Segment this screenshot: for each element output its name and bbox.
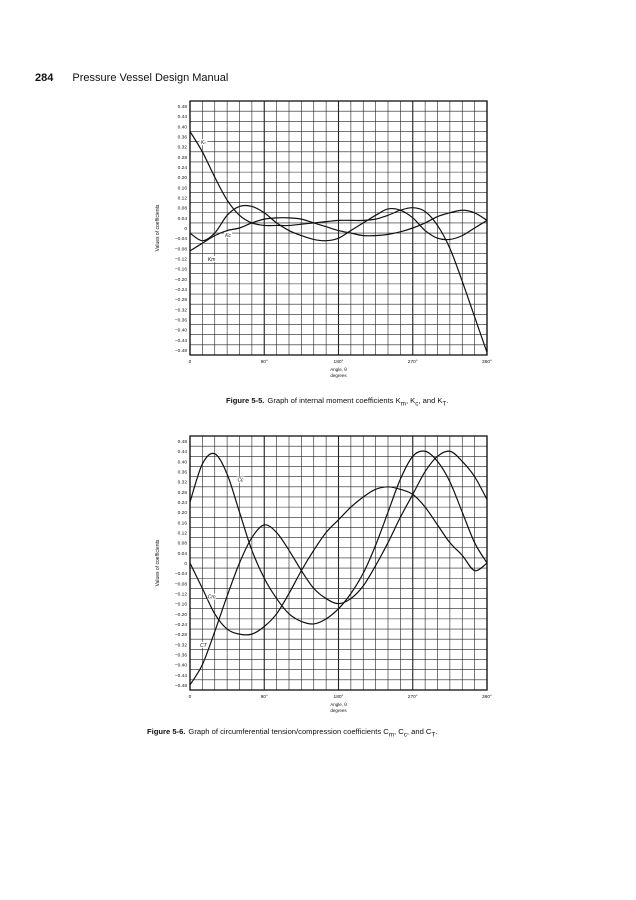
y-tick-label: −0.44 [174,338,187,344]
y-tick-label: 0.08 [177,541,187,547]
y-tick-label: −0.12 [174,257,187,263]
series-label: Km [207,257,216,264]
y-tick-label: 0.40 [177,125,187,131]
y-tick-label: 0.04 [177,551,187,557]
x-axis-label: Angle, θ [330,702,347,707]
caption-text: , K [405,396,416,405]
y-tick-label: 0.20 [177,511,187,517]
y-tick-label: 0.24 [177,166,187,172]
y-tick-label: −0.40 [174,663,187,669]
y-tick-label: −0.20 [174,612,187,618]
grid [190,436,487,690]
y-tick-label: −0.36 [174,653,187,659]
y-tick-label: 0.44 [177,115,187,121]
y-tick-label: 0.16 [177,521,187,527]
y-tick-label: 0.08 [177,206,187,212]
y-tick-label: −0.32 [174,308,187,314]
figure-label: Figure 5-5. [226,396,265,405]
chart-svg [150,428,490,720]
y-tick-label: 0.16 [177,186,187,192]
x-tick-label: 270° [407,360,418,365]
grid [190,101,487,355]
x-tick-label: 90° [260,360,268,365]
series-label: Kₜ [200,140,206,147]
y-tick-label: 0.04 [177,216,187,222]
y-tick-label: −0.24 [174,287,187,293]
y-tick-label: 0.32 [177,480,187,486]
x-tick-label: 0 [188,695,192,700]
y-tick-label: −0.16 [174,267,187,273]
y-tick-label: 0.36 [177,135,187,141]
caption-text: . [435,727,438,736]
y-tick-label: −0.40 [174,328,187,334]
x-tick-label: 270° [407,695,418,700]
y-tick-label: 0.28 [177,490,187,496]
y-tick-label: 0.24 [177,501,187,507]
y-tick-label: −0.20 [174,277,187,283]
y-tick-label: −0.12 [174,592,187,598]
y-tick-label: −0.08 [174,582,187,588]
caption-sub: T [431,731,436,739]
figure-label: Figure 5-6. [147,727,186,736]
figure-5-5-caption [226,396,448,408]
y-tick-label: 0.40 [177,460,187,466]
series-label: Cm [207,594,216,601]
y-tick-label: 0.12 [177,531,187,537]
x-axis-unit: degrees [330,373,347,378]
caption-text: , and K [418,396,443,405]
caption-sub: c [415,400,419,408]
series-label: Cc [237,477,244,484]
caption-sub: m [400,400,406,408]
x-tick-label: 360° [482,695,492,700]
y-tick-label: 0.12 [177,196,187,202]
caption-text: , and C [406,727,432,736]
x-tick-label: 180° [333,360,344,365]
caption-text: Graph of internal moment coefficients K [267,396,401,405]
y-tick-label: −0.04 [174,572,187,578]
y-tick-label: −0.48 [174,683,187,689]
page-header [35,72,228,84]
x-tick-label: 360° [482,360,492,365]
caption-sub: c [403,731,407,739]
y-tick-label: −0.04 [174,237,187,243]
y-tick-label: 0.44 [177,450,187,456]
y-tick-label: −0.28 [174,633,187,639]
figure-5-6-caption [147,727,437,739]
x-tick-label: 90° [260,695,268,700]
y-tick-label: 0.20 [177,176,187,182]
y-tick-label: −0.48 [174,348,187,354]
x-tick-label: 0 [188,360,192,365]
chart-figure-5-6 [150,428,490,720]
y-axis-label: Values of coefficients [155,204,161,252]
caption-text: , C [394,727,404,736]
y-tick-label: −0.24 [174,622,187,628]
y-tick-label: −0.08 [174,247,187,253]
y-tick-label: 0 [184,562,187,567]
y-tick-label: −0.32 [174,643,187,649]
chart-figure-5-5 [150,93,490,385]
series-label: Kc [225,232,232,239]
y-tick-label: −0.36 [174,318,187,324]
caption-text: . [446,396,449,405]
y-tick-label: 0 [184,227,187,232]
x-tick-label: 180° [333,695,344,700]
y-tick-label: −0.16 [174,602,187,608]
y-axis-label: Values of coefficients [155,539,161,587]
caption-text: Graph of circumferential tension/compression coefficients C [188,727,389,736]
y-tick-label: 0.28 [177,155,187,161]
y-tick-label: 0.48 [177,105,187,111]
x-axis-label: Angle, θ [330,367,347,372]
running-title: Pressure Vessel Design Manual [72,72,229,84]
y-tick-label: 0.32 [177,145,187,151]
y-tick-label: 0.48 [177,440,187,446]
caption-sub: m [388,731,395,739]
y-tick-label: −0.28 [174,298,187,304]
page-number: 284 [35,72,54,84]
caption-sub: T [442,400,447,408]
y-tick-label: −0.44 [174,673,187,679]
x-axis-unit: degrees [330,708,347,713]
chart-svg [150,93,490,385]
series-label: CT [200,642,207,649]
y-tick-label: 0.36 [177,470,187,476]
